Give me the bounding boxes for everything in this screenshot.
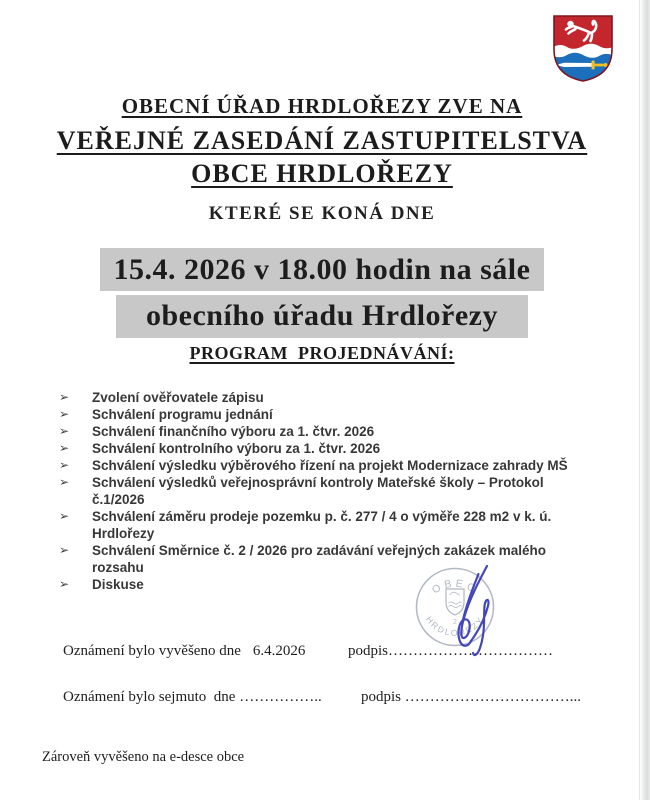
agenda-item-text: Diskuse	[92, 577, 144, 592]
agenda-item	[57, 576, 594, 593]
agenda-item-text: Schválení finančního výboru za 1. čtvr. 2026	[92, 424, 375, 439]
edesk-note: Zároveň vyvěšeno na e-desce obce	[42, 749, 245, 765]
arrow-bullet-icon: ➢	[59, 475, 70, 489]
coat-of-arms-icon	[551, 13, 615, 83]
posted-date: 6.4.2026	[252, 643, 306, 659]
arrow-bullet-icon: ➢	[59, 458, 70, 472]
main-title-line1: VEŘEJNÉ ZASEDÁNÍ ZASTUPITELSTVA	[56, 126, 588, 155]
agenda-item	[57, 542, 594, 576]
arrow-bullet-icon: ➢	[59, 577, 70, 591]
removed-signature-line: podpis ……………………………...	[361, 689, 582, 705]
stamp-top-text: OBEC	[430, 577, 480, 597]
arrow-bullet-icon: ➢	[59, 407, 70, 421]
arrow-bullet-icon: ➢	[59, 390, 70, 404]
agenda-item-text: Schválení kontrolního výboru za 1. čtvr. 2026	[92, 441, 381, 456]
stamp-icon	[405, 560, 505, 660]
agenda-item-text: Schválení Směrnice č. 2 / 2026 pro zadávání veřejných zakázek malého rozsahu	[92, 543, 546, 575]
posted-line	[63, 643, 305, 660]
program-heading: PROGRAM PROJEDNÁVÁNÍ:	[189, 343, 455, 363]
meeting-datetime-line2: obecního úřadu Hrdlořezy	[116, 295, 528, 338]
arrow-bullet-icon: ➢	[59, 509, 70, 523]
agenda-item	[57, 508, 594, 542]
agenda-item-text: Zvolení ověřovatele zápisu	[92, 390, 264, 405]
page-title: OBECNÍ ÚŘAD HRDLOŘEZY ZVE NA	[121, 94, 523, 118]
agenda-list	[57, 389, 594, 593]
arrow-bullet-icon: ➢	[59, 441, 70, 455]
agenda-item	[57, 474, 594, 508]
posted-label: Oznámení bylo vyvěšeno dne	[63, 643, 241, 659]
agenda-item-text: Schválení záměru prodeje pozemku p. č. 277 / 4 o výměře 228 m2 v k. ú. Hrdlořezy	[92, 509, 552, 541]
scan-edge-artifact	[639, 0, 650, 800]
municipal-coat-of-arms	[551, 13, 615, 83]
subtitle: KTERÉ SE KONÁ DNE	[208, 203, 436, 224]
agenda-item	[57, 406, 594, 423]
stamp-number: 2	[453, 619, 457, 626]
agenda-item	[57, 423, 594, 440]
agenda-item	[57, 440, 594, 457]
arrow-bullet-icon: ➢	[59, 543, 70, 557]
main-title-line2: OBCE HRDLOŘEZY	[191, 159, 453, 188]
agenda-item-text: Schválení výsledku výběrového řízení na projekt Modernizace zahrady MŠ	[92, 458, 568, 473]
agenda-item	[57, 389, 594, 406]
arrow-bullet-icon: ➢	[59, 424, 70, 438]
official-stamp-and-signature	[405, 560, 505, 660]
stamp-bottom-text: HRDLOŘEZY	[423, 614, 487, 638]
meeting-datetime-line1: 15.4. 2026 v 18.00 hodin na sále	[100, 248, 545, 291]
agenda-item-text: Schválení programu jednání	[92, 407, 273, 422]
removed-line: Oznámení bylo sejmuto dne ……………..	[63, 689, 322, 705]
agenda-item	[57, 457, 594, 474]
agenda-item-text: Schválení výsledků veřejnosprávní kontroly Mateřské školy – Protokol č.1/2026	[92, 475, 544, 507]
posted-signature-line: podpis……………………………	[348, 643, 554, 659]
meeting-datetime-block	[0, 248, 644, 341]
